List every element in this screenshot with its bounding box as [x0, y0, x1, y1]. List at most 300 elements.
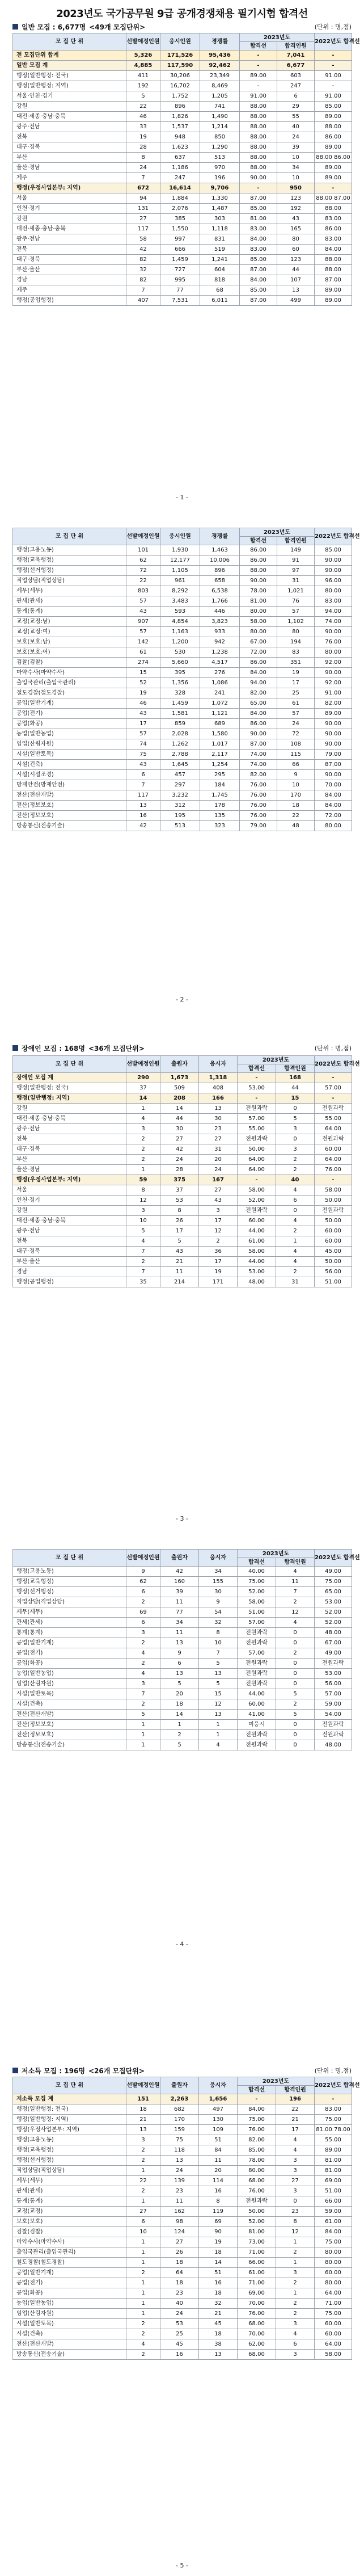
cell-value: 1,118: [200, 224, 240, 234]
cell-value: 75.00: [315, 2309, 352, 2319]
table-row: [13, 142, 352, 153]
cell-value: 1,241: [200, 255, 240, 265]
cell-value: 86.00: [315, 224, 352, 234]
table-row: [13, 102, 352, 112]
section-general-header: [12, 22, 352, 32]
cell-value: 90.00: [315, 739, 352, 750]
table-row: [13, 285, 352, 296]
cell-value: 16: [160, 2350, 199, 2360]
section-marker-icon: [12, 2068, 18, 2073]
row-label: 시설(일반토목): [13, 2319, 126, 2329]
row-label: 울산·경남: [13, 163, 126, 173]
table-row: [13, 193, 352, 204]
cell-value: 247: [160, 173, 200, 183]
cell-value: 513: [160, 821, 200, 831]
cell-value: 35: [126, 1277, 160, 1287]
cell-value: 95,436: [200, 50, 240, 61]
cell-value: 37: [160, 1185, 199, 1196]
cell-value: 109: [199, 2125, 238, 2135]
cell-value: 10,006: [200, 555, 240, 566]
cell-value: 70.00: [315, 780, 352, 790]
cell-value: 7: [199, 1648, 238, 1659]
row-label: 행정(고용노동): [13, 1567, 126, 1577]
cell-value: 57: [126, 596, 160, 607]
row-label: 경남: [13, 1267, 126, 1277]
cell-value: 6: [126, 2217, 160, 2227]
row-label: 방송통신(전송기술): [13, 821, 126, 831]
table-row: [13, 2319, 352, 2329]
cell-value: 84.00: [240, 234, 277, 245]
cell-value: 682: [160, 2104, 199, 2115]
table-row: [13, 2166, 352, 2176]
row-label: 검찰(검찰): [13, 658, 126, 668]
cell-value: 90.00: [315, 566, 352, 576]
table-row: [13, 1216, 352, 1226]
column-header-planned: 선발예정인원: [126, 2077, 160, 2094]
cell-value: 1,645: [160, 760, 200, 770]
row-label: 행정(공업행정): [13, 1277, 126, 1287]
cell-value: 170: [160, 2115, 199, 2125]
table-row: [13, 1628, 352, 1638]
table-row: [13, 617, 352, 627]
cell-value: 92,462: [200, 61, 240, 71]
table-row: [13, 1104, 352, 1114]
table-row: [13, 709, 352, 719]
table-row: [13, 1730, 352, 1740]
section-marker-icon: [12, 1045, 18, 1051]
cell-value: 303: [200, 214, 240, 224]
cell-value: 83.00: [315, 2104, 352, 2115]
cell-value: 323: [200, 821, 240, 831]
cell-value: 88.00: [240, 142, 277, 153]
table-row: [13, 1267, 352, 1277]
cell-value: 23: [199, 1124, 238, 1134]
cell-value: 16,614: [160, 183, 200, 193]
cell-value: 32: [126, 265, 160, 275]
table-row: [13, 760, 352, 770]
table-row: [13, 637, 352, 647]
cell-value: 171: [199, 1277, 238, 1287]
row-label: 마약수사(마약수사): [13, 2237, 126, 2247]
cell-value: 60.00: [315, 2319, 352, 2329]
cell-value: 64.00: [315, 2339, 352, 2350]
cell-value: -: [315, 183, 352, 193]
table-row: [13, 1710, 352, 1720]
cell-value: 전원과락: [315, 1720, 352, 1730]
cell-value: 21: [160, 1257, 199, 1267]
cell-value: 2: [160, 1730, 199, 1740]
cell-value: 5,326: [126, 50, 160, 61]
cell-value: 60.00: [315, 1236, 352, 1247]
cell-value: 33: [126, 122, 160, 132]
table-row: [13, 2094, 352, 2104]
cell-value: 0: [276, 1720, 315, 1730]
column-header-planned: 선발예정인원: [126, 528, 160, 545]
row-label: 임업(산림자원): [13, 2309, 126, 2319]
cell-value: 1,330: [200, 193, 240, 204]
cell-value: 72.00: [315, 811, 352, 821]
cell-value: 7: [126, 1689, 160, 1699]
cell-value: 4: [126, 1648, 160, 1659]
cell-value: 10: [277, 173, 315, 183]
table-disabled-p4: [12, 1549, 360, 1750]
cell-value: 7,531: [160, 296, 200, 306]
column-header-competition: 경쟁률: [200, 528, 240, 545]
cell-value: 4: [126, 1669, 160, 1679]
cell-value: 79.00: [315, 750, 352, 760]
cell-value: 5: [160, 1740, 199, 1750]
table-row: [13, 122, 352, 132]
table-general-p2: [12, 528, 360, 831]
cell-value: 80.00: [315, 2247, 352, 2258]
cell-value: 60.00: [315, 1144, 352, 1155]
section-disabled-header: [12, 1043, 352, 1053]
cell-value: 90: [199, 2227, 238, 2237]
cell-value: 76.00: [240, 780, 277, 790]
cell-value: 907: [126, 617, 160, 627]
cell-value: 42: [126, 245, 160, 255]
cell-value: 51.00: [238, 1607, 276, 1618]
column-header-2022: 2022년도 합격선: [315, 528, 352, 545]
cell-value: 32: [199, 1618, 238, 1628]
row-label: 전산(전산개발): [13, 790, 126, 801]
table-row: [13, 1185, 352, 1196]
cell-value: 74.00: [315, 617, 352, 627]
cell-value: 26: [160, 2247, 199, 2258]
cell-value: 90.00: [240, 729, 277, 739]
cell-value: 66: [277, 760, 315, 770]
cell-value: 88.00: [240, 112, 277, 122]
table-row: [13, 153, 352, 163]
column-header-filers: 출원자: [160, 2077, 199, 2094]
cell-value: 970: [200, 163, 240, 173]
cell-value: 86.00: [315, 132, 352, 142]
row-label: 방송통신(전송기술): [13, 1740, 126, 1750]
table-row: [13, 245, 352, 255]
cell-value: 69.00: [238, 2288, 276, 2299]
cell-value: 20: [199, 2166, 238, 2176]
column-header-passed: 합격인원: [276, 1558, 315, 1567]
cell-value: 88.00: [240, 163, 277, 173]
cell-value: 3: [126, 1628, 160, 1638]
row-label: 공업(일반기계): [13, 2268, 126, 2278]
cell-value: 1,487: [200, 204, 240, 214]
cell-value: 51.00: [315, 1277, 352, 1287]
column-header-2023: 2023년도: [238, 1550, 315, 1558]
cell-value: 3: [126, 1679, 160, 1689]
cell-value: 52.00: [238, 1587, 276, 1597]
cell-value: 52: [126, 678, 160, 688]
cell-value: 57.00: [315, 1083, 352, 1093]
cell-value: 59.00: [315, 2207, 352, 2217]
cell-value: 2: [126, 2329, 160, 2339]
cell-value: 10: [277, 780, 315, 790]
cell-value: 17: [199, 1257, 238, 1267]
cell-value: 297: [160, 780, 200, 790]
table-row: [13, 1740, 352, 1750]
cell-value: 50.00: [315, 1216, 352, 1226]
cell-value: 85.00: [240, 204, 277, 214]
cell-value: 942: [200, 637, 240, 647]
cell-value: 16: [199, 2278, 238, 2288]
cell-value: 57: [126, 627, 160, 637]
table-row: [13, 658, 352, 668]
cell-value: 3: [276, 2268, 315, 2278]
table-row: [13, 1607, 352, 1618]
cell-value: -: [315, 1093, 352, 1104]
table-row: [13, 214, 352, 224]
cell-value: 6: [160, 1659, 199, 1669]
cell-value: 91.00: [315, 71, 352, 81]
cell-value: 12: [276, 1607, 315, 1618]
cell-value: 5: [126, 91, 160, 102]
cell-value: 57: [277, 607, 315, 617]
cell-value: 80.00: [315, 2278, 352, 2288]
cell-value: 2: [126, 2156, 160, 2166]
cell-value: 19: [126, 688, 160, 698]
cell-value: 55.00: [315, 1114, 352, 1124]
column-header-2022: 2022년도 합격선: [315, 1550, 352, 1567]
cell-value: 2,028: [160, 729, 200, 739]
table-row: [13, 2329, 352, 2339]
cell-value: 192: [126, 81, 160, 91]
cell-value: 22: [126, 102, 160, 112]
cell-value: 2: [126, 1699, 160, 1710]
row-label: 일반 모집 계: [13, 61, 126, 71]
cell-value: 4: [276, 1567, 315, 1577]
cell-value: 18: [160, 2278, 199, 2288]
cell-value: -: [315, 2094, 352, 2104]
cell-value: 18: [199, 2288, 238, 2299]
row-label: 행정(고용노동): [13, 2135, 126, 2145]
table-row: [13, 1679, 352, 1689]
table-general-p1: [12, 33, 360, 306]
cell-value: 328: [160, 688, 200, 698]
cell-value: 27: [160, 1134, 199, 1144]
cell-value: 3: [126, 2135, 160, 2145]
table-row: [13, 112, 352, 122]
table-row: [13, 545, 352, 555]
cell-value: 23: [276, 2207, 315, 2217]
cell-value: 66.00: [315, 2196, 352, 2207]
row-label: 교정(교정:여): [13, 627, 126, 637]
cell-value: 8,292: [160, 586, 200, 596]
table-row: [13, 811, 352, 821]
section-title: 장애인 모집 : 168명: [22, 1044, 85, 1053]
table-row: [13, 586, 352, 596]
table-row: [13, 1669, 352, 1679]
cell-value: 11: [160, 1597, 199, 1607]
cell-value: 1: [199, 1720, 238, 1730]
cell-value: 1,459: [160, 698, 200, 709]
column-header-cutline: 합격선: [240, 537, 277, 545]
table-row: [13, 1587, 352, 1597]
cell-value: 82.00: [315, 698, 352, 709]
cell-value: 89.00: [315, 142, 352, 153]
row-label: 행정(우정사업본부: 지역): [13, 2125, 126, 2135]
cell-value: 178: [200, 801, 240, 811]
cell-value: 171,526: [160, 50, 200, 61]
cell-value: 88.00: [315, 204, 352, 214]
cell-value: 전원과락: [238, 1134, 276, 1144]
cell-value: 15: [126, 668, 160, 678]
cell-value: 5: [199, 1659, 238, 1669]
cell-value: 385: [160, 214, 200, 224]
cell-value: 2: [126, 1134, 160, 1144]
cell-value: 6,538: [200, 586, 240, 596]
cell-value: 87.00: [240, 193, 277, 204]
cell-value: 40: [276, 1175, 315, 1185]
row-label: 관세(관세): [13, 1618, 126, 1628]
cell-value: 49.00: [315, 1648, 352, 1659]
cell-value: 80.00: [315, 2258, 352, 2268]
cell-value: 3,823: [200, 617, 240, 627]
cell-value: 37: [126, 1083, 160, 1093]
cell-value: 10: [199, 1638, 238, 1648]
cell-value: 13: [126, 801, 160, 811]
cell-value: 31: [276, 1277, 315, 1287]
cell-value: 166: [199, 1093, 238, 1104]
cell-value: 4: [276, 2135, 315, 2145]
row-label: 행정(일반행정: 지역): [13, 1093, 126, 1104]
cell-value: 32: [199, 2299, 238, 2309]
cell-value: 62: [126, 1577, 160, 1587]
cell-value: 31: [277, 576, 315, 586]
row-label: 전북: [13, 132, 126, 142]
cell-value: 80: [277, 627, 315, 637]
row-label: 철도경찰(철도경찰): [13, 688, 126, 698]
cell-value: 27: [126, 214, 160, 224]
cell-value: 1: [276, 1236, 315, 1247]
row-label: 행정(일반행정: 전국): [13, 1083, 126, 1093]
cell-value: 28: [126, 142, 160, 153]
table-row: [13, 1206, 352, 1216]
cell-value: 57.00: [238, 1114, 276, 1124]
cell-value: 666: [160, 245, 200, 255]
table-row: [13, 739, 352, 750]
cell-value: 60.00: [315, 2268, 352, 2278]
cell-value: 10: [126, 1216, 160, 1226]
cell-value: 61: [277, 698, 315, 709]
cell-value: 513: [200, 153, 240, 163]
table-row: [13, 1277, 352, 1287]
row-label: 대전·세종·충남·충북: [13, 1114, 126, 1124]
cell-value: 84.00: [315, 801, 352, 811]
cell-value: 82.00: [238, 2135, 276, 2145]
cell-value: 162: [160, 2207, 199, 2217]
cell-value: 214: [160, 1277, 199, 1287]
cell-value: 48: [277, 821, 315, 831]
cell-value: 89.00: [315, 709, 352, 719]
row-label: 보호(보호): [13, 2217, 126, 2227]
cell-value: 1: [276, 2237, 315, 2247]
table-row: [13, 2350, 352, 2360]
row-label: 시설(일반토목): [13, 1689, 126, 1699]
table-row: [13, 1659, 352, 1669]
cell-value: 1,200: [160, 637, 200, 647]
row-label: 검찰(검찰): [13, 2227, 126, 2237]
cell-value: 933: [200, 627, 240, 637]
cell-value: 64.00: [315, 1124, 352, 1134]
table-row: [13, 1648, 352, 1659]
cell-value: 43: [199, 1196, 238, 1206]
cell-value: 519: [200, 245, 240, 255]
cell-value: 2: [276, 2247, 315, 2258]
cell-value: 17: [126, 719, 160, 729]
cell-value: 81.00: [240, 596, 277, 607]
column-header-unit: 모 집 단 위: [13, 528, 126, 545]
cell-value: 94: [126, 193, 160, 204]
row-label: 통계(통계): [13, 1628, 126, 1638]
row-label: 전북: [13, 1134, 126, 1144]
column-header-2022: 2022년도 합격선: [315, 33, 352, 50]
cell-value: 76.00: [315, 1165, 352, 1175]
cell-value: 68.00: [238, 2176, 276, 2186]
cell-value: 45: [199, 2319, 238, 2329]
cell-value: 81.00: [315, 2156, 352, 2166]
row-label: 공업(일반기계): [13, 698, 126, 709]
cell-value: 13: [199, 1104, 238, 1114]
cell-value: 411: [126, 71, 160, 81]
cell-value: 78.00: [238, 2156, 276, 2166]
cell-value: 80.00: [315, 647, 352, 658]
page-number: - 3 -: [176, 1515, 188, 1522]
cell-value: 1: [126, 1165, 160, 1175]
cell-value: 274: [126, 658, 160, 668]
cell-value: 84.00: [240, 709, 277, 719]
cell-value: 139: [160, 2176, 199, 2186]
cell-value: 12: [199, 1226, 238, 1236]
row-label: 부산: [13, 1155, 126, 1165]
cell-value: 22: [126, 2176, 160, 2186]
cell-value: 90.00: [315, 770, 352, 780]
cell-value: 54.00: [315, 1710, 352, 1720]
cell-value: 75.00: [315, 2115, 352, 2125]
cell-value: 3: [276, 2166, 315, 2176]
cell-value: 45: [160, 2339, 199, 2350]
cell-value: 92.00: [315, 658, 352, 668]
row-label: 경남: [13, 275, 126, 285]
cell-value: 80.00: [315, 586, 352, 596]
cell-value: 0: [276, 1638, 315, 1648]
cell-value: 1: [126, 2299, 160, 2309]
row-label: 농업(일반농업): [13, 1669, 126, 1679]
cell-value: 1: [126, 1720, 160, 1730]
column-header-2023: 2023년도: [240, 528, 315, 537]
cell-value: 76.00: [240, 801, 277, 811]
cell-value: 19: [126, 132, 160, 142]
cell-value: 84.00: [315, 2227, 352, 2237]
cell-value: 43: [126, 760, 160, 770]
cell-value: 247: [277, 81, 315, 91]
cell-value: 68.00: [238, 2350, 276, 2360]
row-label: 서울: [13, 1185, 126, 1196]
table-row: [13, 1720, 352, 1730]
table-row: [13, 729, 352, 739]
table-row: [13, 2207, 352, 2217]
column-header-planned: 선발예정인원: [126, 33, 160, 50]
cell-value: 395: [160, 668, 200, 678]
cell-value: 48.00: [315, 1628, 352, 1638]
cell-value: 689: [200, 719, 240, 729]
cell-value: 85.00: [240, 255, 277, 265]
cell-value: 658: [200, 576, 240, 586]
cell-value: 16: [199, 2186, 238, 2196]
cell-value: 38: [199, 2339, 238, 2350]
cell-value: 53: [160, 2319, 199, 2329]
cell-value: 24: [160, 1155, 199, 1165]
cell-value: 50.00: [315, 1196, 352, 1206]
